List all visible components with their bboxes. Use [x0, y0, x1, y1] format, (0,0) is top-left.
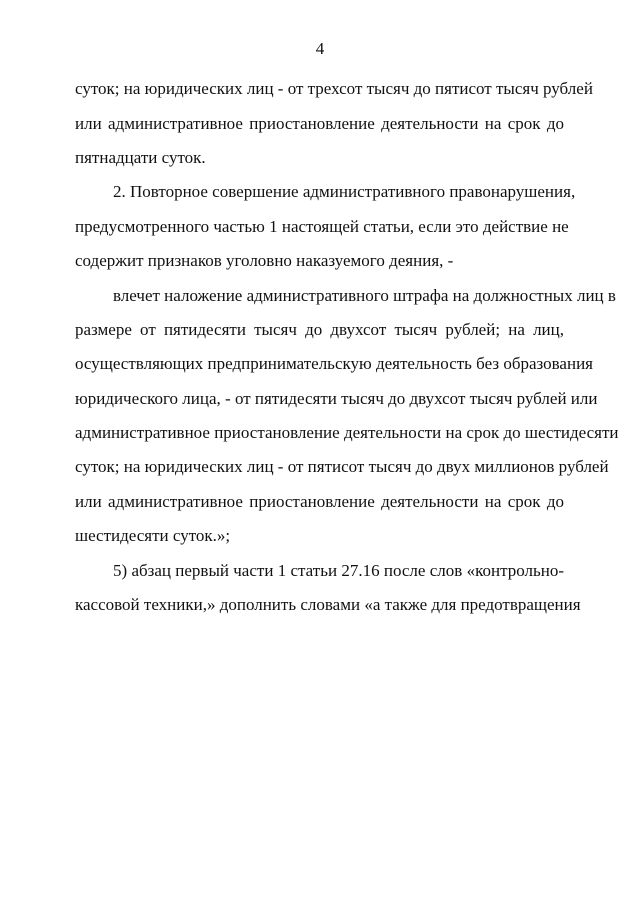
page-number: 4: [315, 39, 325, 58]
text-line: осуществляющих предпринимательскую деятельность без образования: [75, 354, 593, 373]
text-line: шестидесяти суток.»;: [75, 526, 231, 545]
text-line: кассовой техники,» дополнить словами «а также для предотвращения: [75, 595, 581, 614]
text-line: суток; на юридических лиц - от трехсот тысяч до пятисот тысяч рублей: [75, 79, 593, 98]
text-line: административное приостановление деятельности на срок до шестидесяти: [75, 423, 619, 442]
text-line: 2. Повторное совершение административного правонарушения,: [113, 182, 576, 201]
text-line: пятнадцати суток.: [75, 148, 206, 167]
text-line: юридического лица, - от пятидесяти тысяч до двухсот тысяч рублей или: [75, 389, 598, 408]
text-line: или административное приостановление деятельности на срок до: [75, 114, 564, 133]
text-line: размере от пятидесяти тысяч до двухсот тысяч рублей; на лиц,: [75, 320, 564, 339]
text-line: предусмотренного частью 1 настоящей статьи, если это действие не: [75, 217, 569, 236]
text-line: 5) абзац первый части 1 статьи 27.16 после слов «контрольно-: [113, 561, 564, 580]
text-line: содержит признаков уголовно наказуемого деяния, -: [75, 251, 454, 270]
text-line: суток; на юридических лиц - от пятисот тысяч до двух миллионов рублей: [75, 457, 609, 476]
text-line: или административное приостановление деятельности на срок до: [75, 492, 564, 511]
text-line: влечет наложение административного штрафа на должностных лиц в: [113, 286, 616, 305]
